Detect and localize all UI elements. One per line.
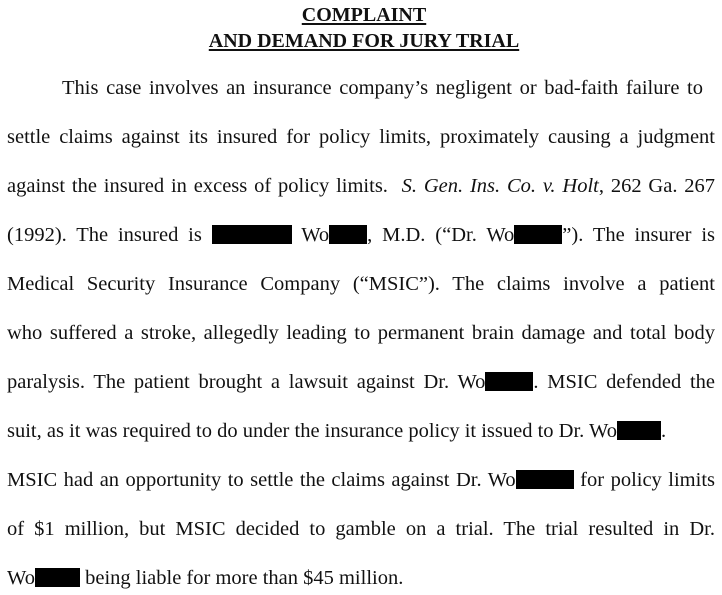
paragraph-line-8: [7, 419, 715, 443]
heading-jury-demand: AND DEMAND FOR JURY TRIAL: [208, 30, 520, 52]
heading-complaint: COMPLAINT: [301, 4, 427, 26]
paragraph-line-3: [7, 174, 715, 198]
line-text: Wo: [301, 224, 330, 246]
line-text: settle claims against its insured for policy limits, proximately causing a judgment: [7, 126, 715, 148]
line-text: who suffered a stroke, allegedly leading to permanent brain damage and total body: [7, 322, 715, 344]
line-text: paralysis. The patient brought a lawsuit against Dr. Wo: [7, 371, 486, 393]
case-citation: S. Gen. Ins. Co. v. Holt: [401, 175, 599, 197]
line-text: MSIC had an opportunity to settle the claims against Dr. Wo: [7, 469, 516, 491]
redaction-bar: [35, 568, 80, 587]
line-text: Wo: [7, 567, 35, 589]
line-text: for policy limits: [580, 469, 715, 491]
redaction-bar: [617, 421, 661, 440]
redaction-bar: [329, 225, 367, 244]
line-text: .: [661, 420, 667, 442]
line-text: ”). The insurer is: [562, 224, 715, 246]
redaction-bar: [485, 372, 533, 391]
line-text: . MSIC defended the: [533, 371, 716, 393]
paragraph-line-5: [7, 272, 715, 296]
paragraph-line-9: [7, 468, 715, 492]
paragraph-line-2: [7, 125, 715, 149]
redaction-bar: [212, 225, 292, 244]
line-text: , 262 Ga. 267: [598, 175, 716, 197]
paragraph-line-4: [7, 223, 715, 247]
paragraph-line-1: [62, 76, 703, 100]
paragraph-line-10: [7, 517, 715, 541]
redaction-bar: [516, 470, 574, 489]
line-text: suit, as it was required to do under the insurance policy it issued to Dr. Wo: [7, 420, 618, 442]
line-text: (1992). The insured is: [7, 224, 202, 246]
redaction-bar: [514, 225, 562, 244]
paragraph-line-11: [7, 566, 715, 590]
line-text: being liable for more than $45 million.: [85, 567, 404, 589]
paragraph-line-6: [7, 321, 715, 345]
line-text: Medical Security Insurance Company (“MSIC”). The claims involve a patient: [7, 273, 715, 295]
line-text: of $1 million, but MSIC decided to gamble on a trial. The trial resulted in Dr.: [7, 518, 715, 540]
line-text: This case involves an insurance company’s negligent or bad-faith failure to: [62, 77, 703, 99]
paragraph-line-7: [7, 370, 715, 394]
line-text: , M.D. (“Dr. Wo: [367, 224, 515, 246]
line-text: against the insured in excess of policy limits.: [7, 175, 388, 197]
